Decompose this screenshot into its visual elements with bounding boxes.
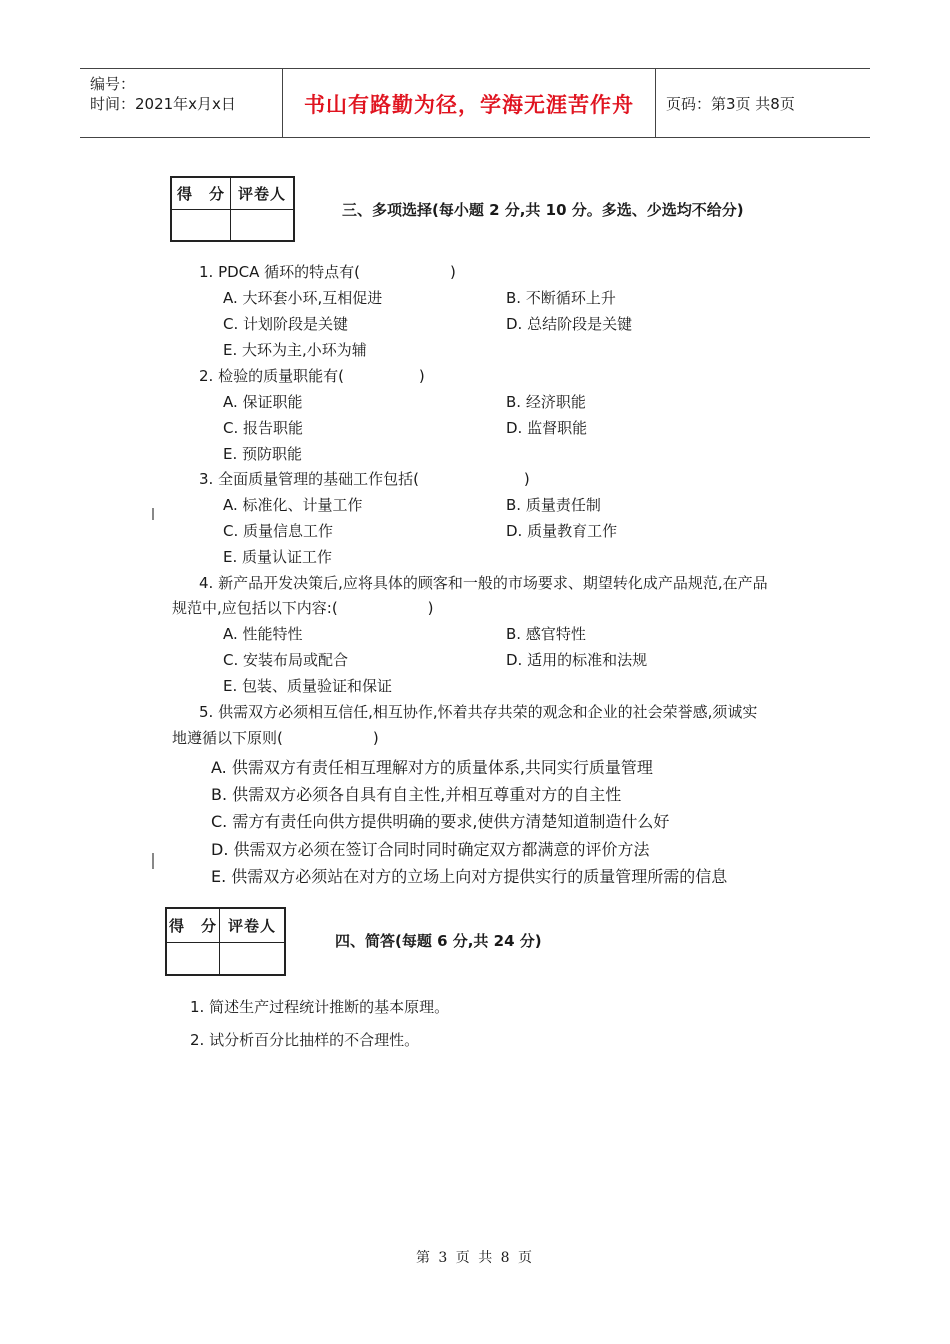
q1-option-c: C. 计划阶段是关键 <box>223 315 349 333</box>
q4-option-c: C. 安装布局或配合 <box>223 651 349 669</box>
q3-stem: 3. 全面质量管理的基础工作包括( ) <box>199 470 530 488</box>
q3-option-e: E. 质量认证工作 <box>223 548 333 566</box>
grader-label: 评卷人 <box>220 908 286 943</box>
q3-option-a: A. 标准化、计量工作 <box>223 496 363 514</box>
q4-option-a: A. 性能特性 <box>223 625 303 643</box>
q4-option-d: D. 适用的标准和法规 <box>506 651 648 669</box>
q2-stem: 2. 检验的质量职能有( ) <box>199 367 425 385</box>
q1-option-a: A. 大环套小环,互相促进 <box>223 289 383 307</box>
page-info: 页码：第3页 共8页 <box>666 95 795 113</box>
q5-stem-line1: 5. 供需双方必须相互信任,相互协作,怀着共存共荣的观念和企业的社会荣誉感,须诚实 <box>199 703 758 721</box>
score-field[interactable] <box>171 210 231 242</box>
short-answer-q2: 2. 试分析百分比抽样的不合理性。 <box>190 1031 420 1049</box>
q5-option-a: A. 供需双方有责任相互理解对方的质量体系,共同实行质量管理 <box>211 758 653 777</box>
section4-title: 四、简答(每题 6 分,共 24 分) <box>335 932 542 950</box>
score-box-section3 <box>170 176 295 242</box>
header-page-cell <box>656 69 870 137</box>
q3-option-d: D. 质量教育工作 <box>506 522 618 540</box>
grader-label: 评卷人 <box>231 177 295 210</box>
short-answer-q1: 1. 简述生产过程统计推断的基本原理。 <box>190 998 450 1016</box>
q4-option-e: E. 包装、质量验证和保证 <box>223 677 393 695</box>
q4-stem-line2: 规范中,应包括以下内容:( ) <box>172 599 434 617</box>
q5-option-d: D. 供需双方必须在签订合同时同时确定双方都满意的评价方法 <box>211 840 650 859</box>
header-motto-cell <box>283 69 656 137</box>
section3-title: 三、多项选择(每小题 2 分,共 10 分。多选、少选均不给分) <box>342 201 744 219</box>
grader-field[interactable] <box>220 943 286 976</box>
q5-option-c: C. 需方有责任向供方提供明确的要求,使供方清楚知道制造什么好 <box>211 812 670 831</box>
q5-option-e: E. 供需双方必须站在对方的立场上向对方提供实行的质量管理所需的信息 <box>211 867 728 886</box>
score-field[interactable] <box>166 943 220 976</box>
q3-option-c: C. 质量信息工作 <box>223 522 334 540</box>
motto-text: 书山有路勤为径，学海无涯苦作舟 <box>304 93 634 117</box>
score-label: 得 分 <box>171 177 231 210</box>
score-label: 得 分 <box>166 908 220 943</box>
score-box-section4 <box>165 907 286 976</box>
q4-stem-line1: 4. 新产品开发决策后,应将具体的顾客和一般的市场要求、期望转化成产品规范,在产品 <box>199 574 768 592</box>
q1-option-b: B. 不断循环上升 <box>506 289 616 307</box>
header-meta-cell <box>80 69 283 137</box>
q2-option-b: B. 经济职能 <box>506 393 586 411</box>
page-footer: 第 3 页 共 8 页 <box>415 1250 535 1266</box>
scan-artifact <box>152 853 154 869</box>
q1-stem: 1. PDCA 循环的特点有( ) <box>199 263 456 281</box>
grader-field[interactable] <box>231 210 295 242</box>
q1-option-d: D. 总结阶段是关键 <box>506 315 633 333</box>
q4-option-b: B. 感官特性 <box>506 625 586 643</box>
q2-option-d: D. 监督职能 <box>506 419 588 437</box>
q3-option-b: B. 质量责任制 <box>506 496 601 514</box>
scan-artifact <box>152 508 154 520</box>
q2-option-c: C. 报告职能 <box>223 419 304 437</box>
q2-option-e: E. 预防职能 <box>223 445 303 463</box>
number-label: 编号： <box>90 75 136 93</box>
q5-option-b: B. 供需双方必须各自具有自主性,并相互尊重对方的自主性 <box>211 785 622 804</box>
time-label: 时间：2021年x月x日 <box>90 95 236 113</box>
q2-option-a: A. 保证职能 <box>223 393 303 411</box>
page-header <box>80 68 870 138</box>
q1-option-e: E. 大环为主,小环为辅 <box>223 341 367 359</box>
q5-stem-line2: 地遵循以下原则( ) <box>172 729 379 747</box>
